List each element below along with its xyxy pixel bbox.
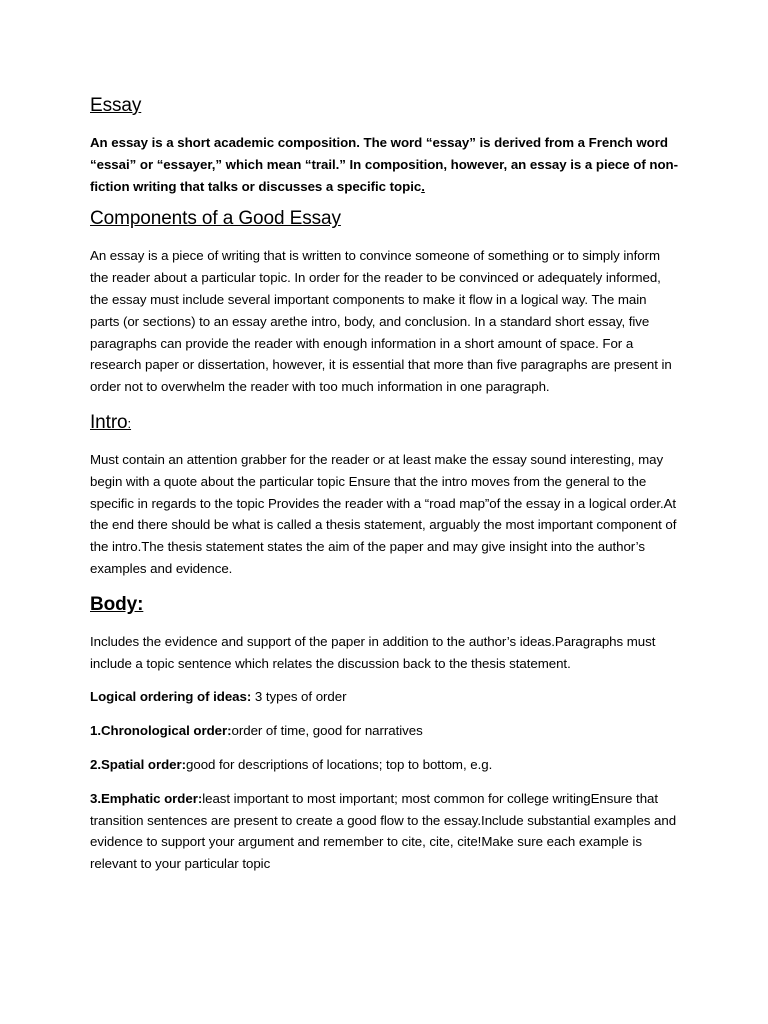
logical-ordering-label: Logical ordering of ideas: [90, 689, 252, 705]
chronological-order-text: order of time, good for narratives [231, 723, 423, 739]
essay-definition-paragraph [90, 132, 678, 197]
logical-ordering-text: 3 types of order [251, 689, 347, 705]
chronological-order-label: 1.Chronological order: [90, 723, 232, 739]
essay-heading-text: Essay [90, 95, 142, 116]
components-heading-text: Components of a Good Essay [90, 208, 341, 230]
body-paragraph: Includes the evidence and support of the paper in addition to the author’s ideas.Paragraphs must include a topic sentence which relates the discussion back to the thesis statement. [90, 633, 656, 671]
body-heading-text: Body: [90, 593, 144, 615]
components-heading [90, 205, 678, 233]
essay-heading [90, 92, 678, 120]
spatial-order-paragraph [90, 754, 678, 776]
components-paragraph: An essay is a piece of writing that is written to convince someone of something or to simply inform the reader about a particular topic. In order for the reader to be convinced or adequately informed, the essay must include several important components to make it flow in a logical way. The main parts (or sections) to an essay arethe intro, body, and conclusion. In a standard short essay, five paragraphs can provide the reader with enough information in a short amount of space. For a research paper or dissertation, however, it is essential that more than five paragraphs are present in order not to overwhelm the reader with too much information in one paragraph. [90, 248, 672, 395]
spatial-order-label: 2.Spatial order: [90, 756, 186, 772]
intro-heading-text: Intro [90, 411, 128, 433]
intro-paragraph: Must contain an attention grabber for the reader or at least make the essay sound interesting, may begin with a quote about the particular topic Ensure that the intro moves from the general to the specific in regards to the topic Provides the reader with a “road map”of the essay in a logical order.At the end there should be what is called a thesis statement, arguably the most important component of the intro.The thesis statement states the aim of the paper and may give insight into the author’s examples and evidence. [90, 451, 677, 576]
intro-heading [90, 409, 678, 438]
intro-heading-colon: : [127, 415, 132, 431]
body-heading [90, 591, 678, 619]
emphatic-order-text: least important to most important; most common for college writingEnsure that transition sentences are present to create a good flow to the essay.Include substantial examples and evidence to support your argument and remember to cite, cite, cite!Make sure each example is relevant to your particular topic [90, 790, 677, 872]
chronological-order-paragraph [90, 720, 678, 742]
spatial-order-text: good for descriptions of locations; top to bottom, e.g. [186, 756, 493, 772]
emphatic-order-paragraph [90, 788, 678, 875]
emphatic-order-label: 3.Emphatic order: [90, 790, 203, 806]
essay-definition-text: An essay is a short academic composition. The word “essay” is derived from a French word “essai” or “essayer,” which mean “trail.” In composition, however, an essay is a piece of non-fiction writing that talks or discusses a specific topic [90, 135, 678, 194]
essay-definition-end: . [421, 178, 425, 194]
logical-ordering-paragraph [90, 686, 678, 708]
